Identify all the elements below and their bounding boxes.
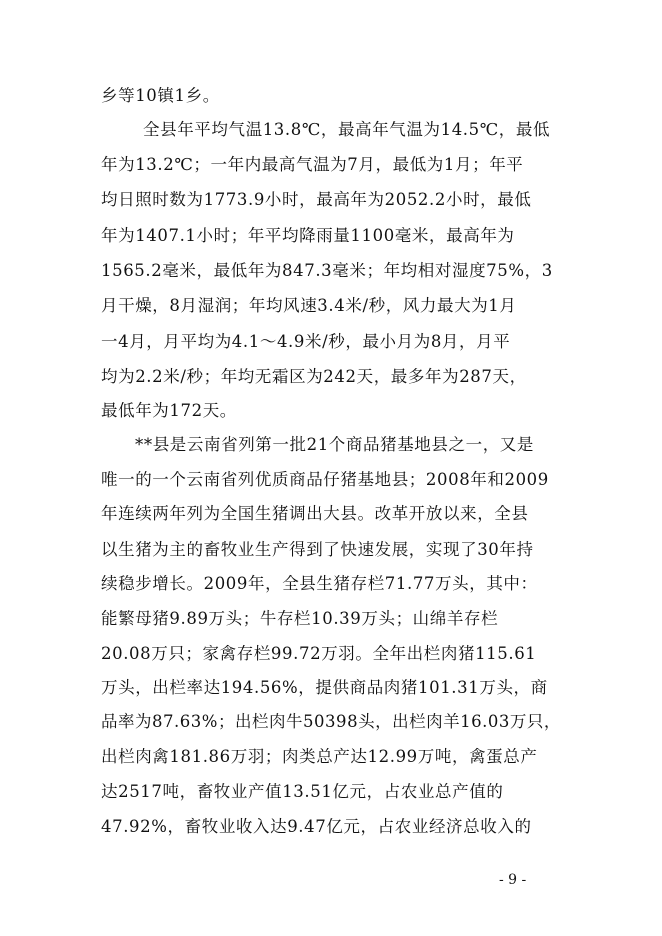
text-line: 乡等10镇1乡。 bbox=[101, 86, 220, 105]
text-line: 唯一的一个云南省列优质商品仔猪基地县；2008年和2009 bbox=[101, 470, 549, 489]
text-line: 年连续两年列为全国生猪调出大县。改革开放以来，全县 bbox=[101, 504, 529, 523]
text-line: 出栏肉禽181.86万羽；肉类总产达12.99万吨，禽蛋总产 bbox=[101, 747, 538, 766]
text-line: 万头，出栏率达194.56%，提供商品肉猪101.31万头，商 bbox=[101, 678, 548, 697]
page-number: - 9 - bbox=[499, 872, 527, 888]
text-line: 月干燥，8月湿润；年均风速3.4米/秒，风力最大为1月 bbox=[101, 296, 517, 315]
text-line: 品率为87.63%；出栏肉牛50398头，出栏肉羊16.03万只， bbox=[101, 712, 561, 731]
text-line: 续稳步增长。2009年，全县生猪存栏71.77万头，其中： bbox=[101, 574, 538, 593]
text-line: 年为1407.1小时；年平均降雨量1100毫米，最高年为 bbox=[101, 226, 515, 245]
text-line: 1565.2毫米，最低年为847.3毫米；年均相对湿度75%，3 bbox=[101, 261, 553, 280]
text-line: 能繁母猪9.89万头；牛存栏10.39万头；山绵羊存栏 bbox=[101, 609, 499, 628]
text-line: 最低年为172天。 bbox=[101, 401, 237, 420]
text-line: 以生猪为主的畜牧业生产得到了快速发展，实现了30年持 bbox=[101, 540, 534, 559]
paragraph-first-line: **县是云南省列第一批21个商品猪基地县之一，又是 bbox=[135, 435, 534, 454]
text-line: 20.08万只；家禽存栏99.72万羽。全年出栏肉猪115.61 bbox=[101, 644, 537, 663]
text-line: 年为13.2℃；一年内最高气温为7月，最低为1月；年平 bbox=[101, 155, 524, 174]
text-line: 达2517吨，畜牧业产值13.51亿元，占农业总产值的 bbox=[101, 782, 504, 801]
text-line: 均为2.2米/秒；年均无霜区为242天，最多年为287天， bbox=[101, 367, 527, 386]
text-line: 均日照时数为1773.9小时，最高年为2052.2小时，最低 bbox=[101, 190, 532, 209]
text-line: 一4月，月平均为4.1～4.9米/秒，最小月为8月，月平 bbox=[101, 332, 511, 351]
paragraph-first-line: 全县年平均气温13.8℃，最高年气温为14.5℃，最低 bbox=[143, 120, 551, 139]
text-line: 47.92%，畜牧业收入达9.47亿元，占农业经济总收入的 bbox=[101, 817, 532, 836]
